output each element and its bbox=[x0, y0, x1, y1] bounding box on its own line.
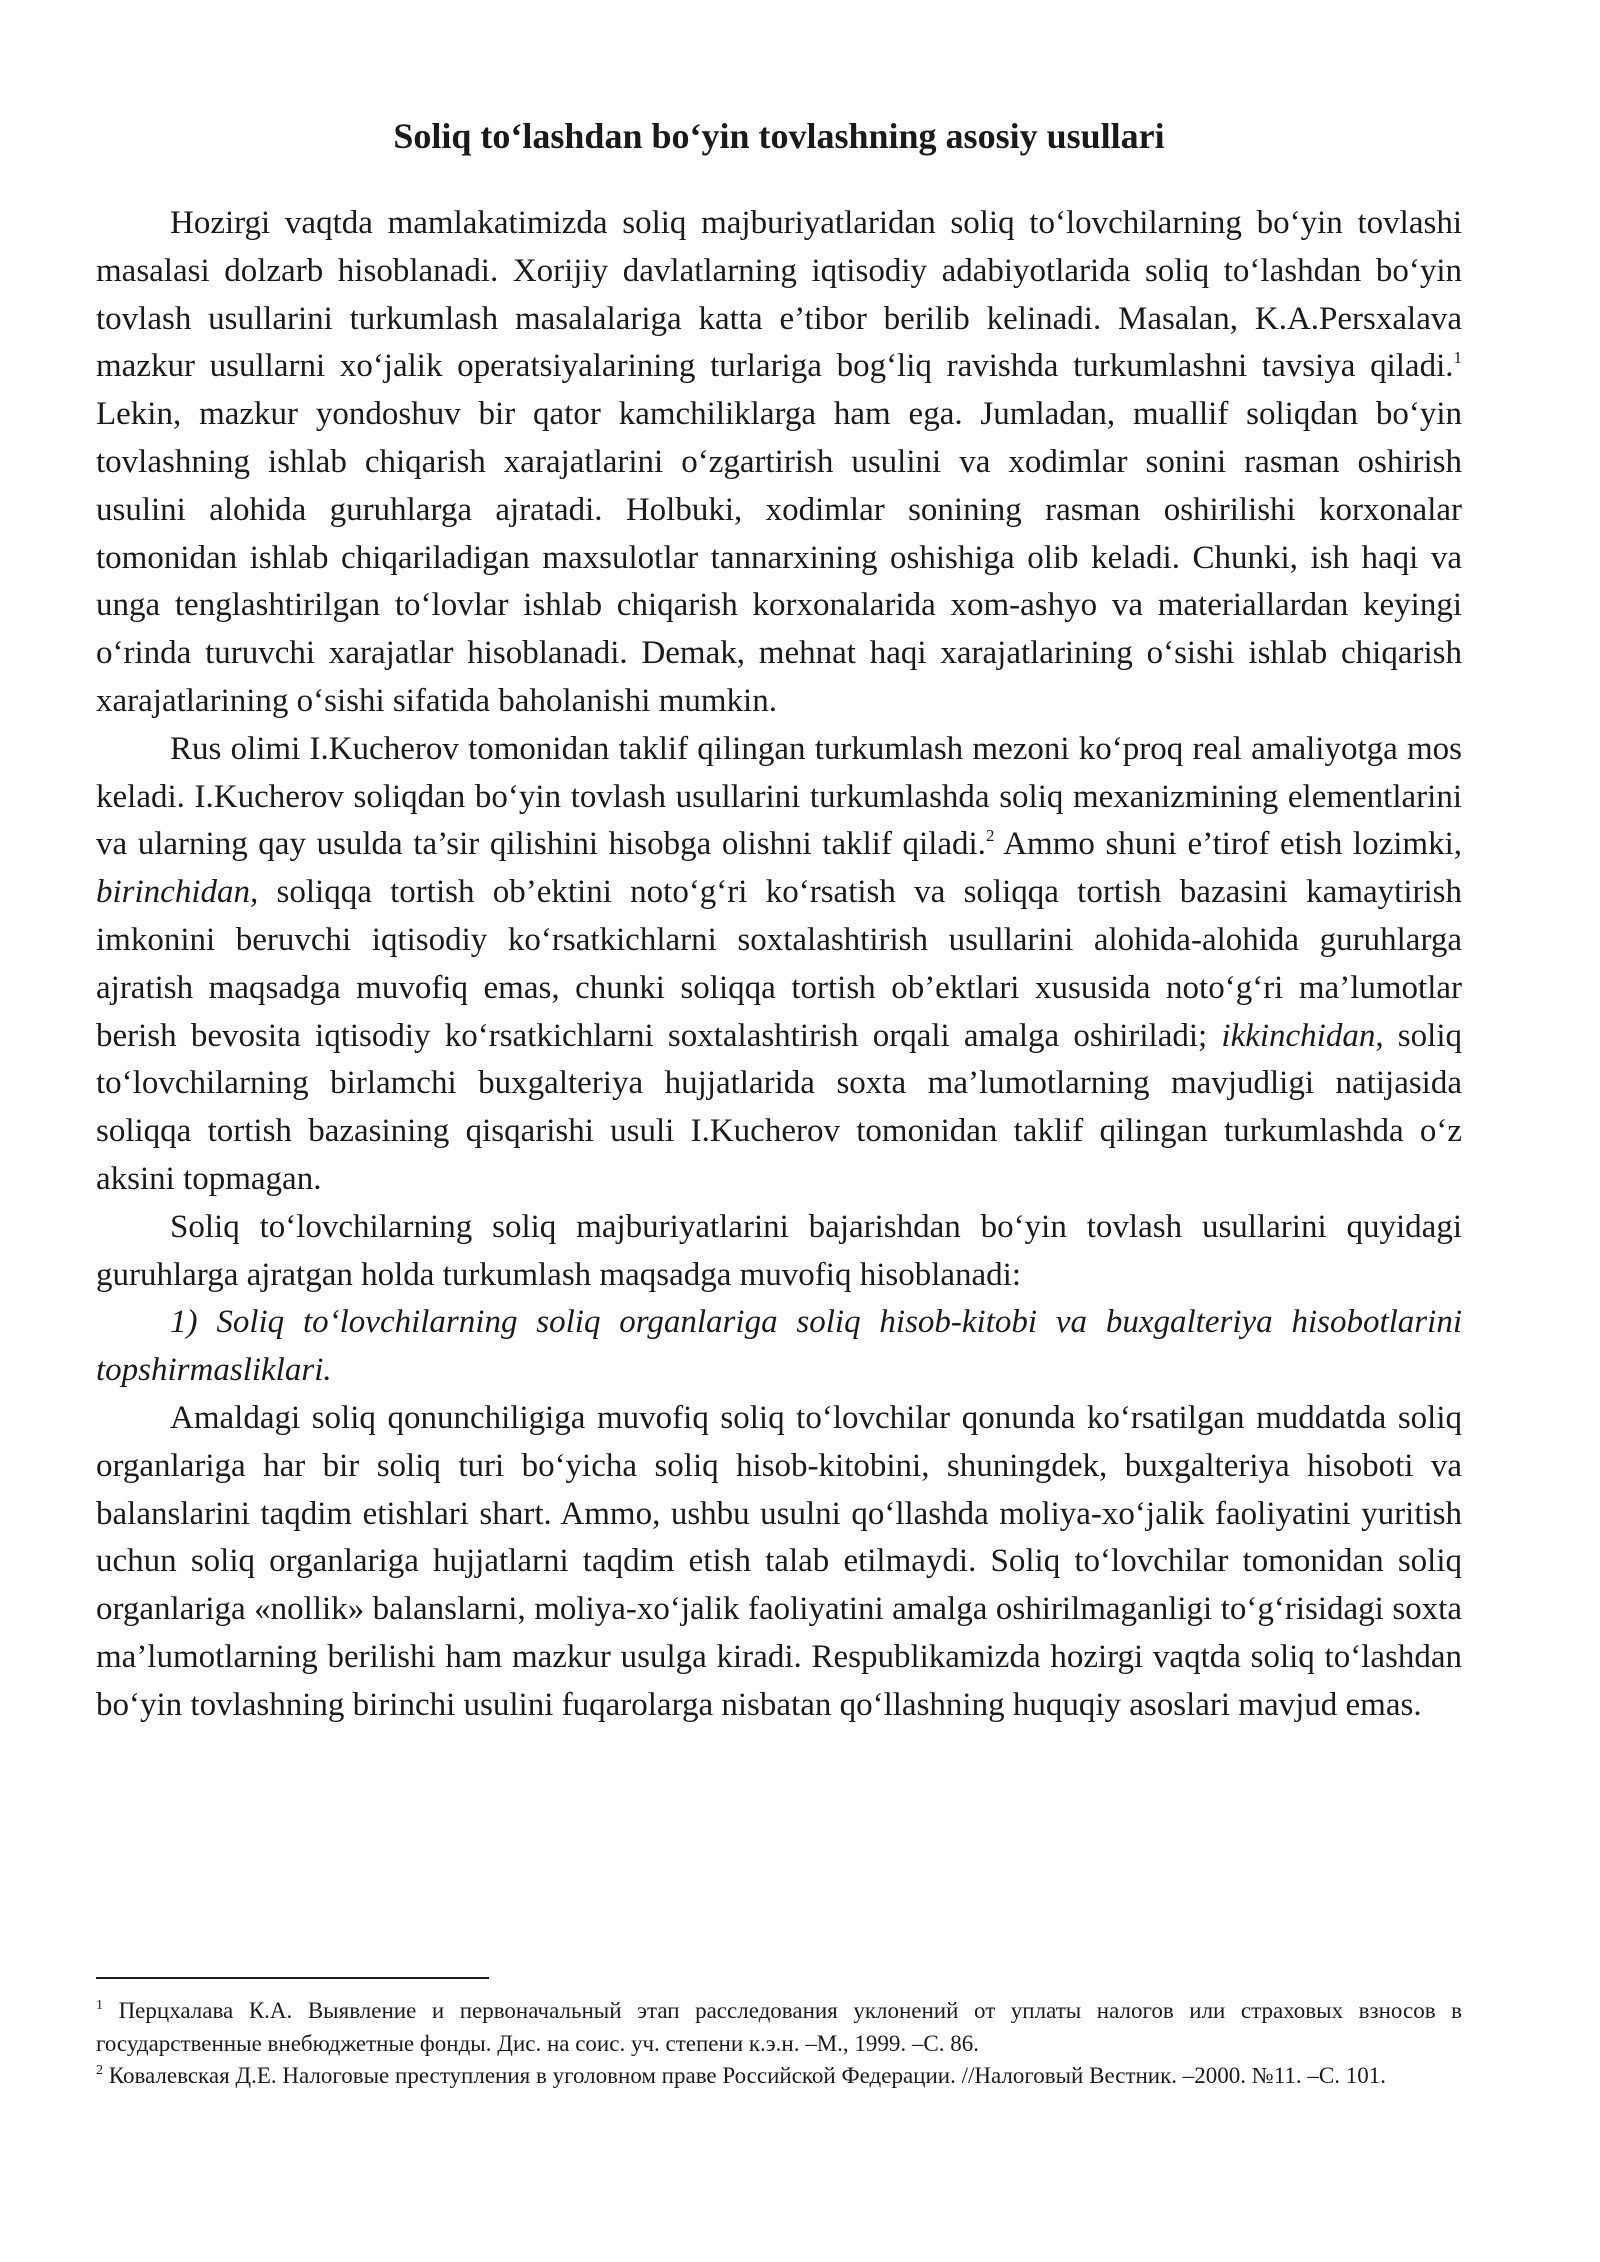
paragraph-2-text-d: , soliq to‘lovchilarning birlamchi buxgalteriya hujjatlarida soxta ma’lumotlarning mavjudligi natijasida soliqqa tortish bazasining qisqarishi usuli I.Kucherov tomonidan taklif qilingan turkumlashda o‘z aksini topmagan. bbox=[96, 1017, 1462, 1197]
footnote-ref-1[interactable]: 1 bbox=[1453, 348, 1462, 368]
paragraph-2-text-a: Rus olimi I.Kucherov tomonidan taklif qilingan turkumlash mezoni ko‘proq real amaliyotga mos keladi. I.Kucherov soliqdan bo‘yin tovlash usullarini turkumlashda soliq mexanizmining elementlarini va ularning qay usulda ta’sir qilishini hisobga olishni taklif qiladi. bbox=[96, 730, 1462, 863]
paragraph-5: Amaldagi soliq qonunchiligiga muvofiq soliq to‘lovchilar qonunda ko‘rsatilgan muddatda soliq organlariga har bir soliq turi bo‘yicha soliq hisob-kitobini, shuningdek, buxgalteriya hisoboti va balanslarini taqdim etishlari shart. Ammo, ushbu usulni qo‘llashda moliya-xo‘jalik faoliyatini yuritish uchun soliq organlariga hujjatlarni taqdim etish talab etilmaydi. Soliq to‘lovchilar tomonidan soliq organlariga «nollik» balanslarni, moliya-xo‘jalik faoliyatini amalga oshirilmaganligi to‘g‘risidagi soxta ma’lumotlarning berilishi ham mazkur usulga kiradi. Respublikamizda hozirgi vaqtda soliq to‘lashdan bo‘yin tovlashning birinchi usulini fuqarolarga nisbatan qo‘llashning huquqiy asoslari mavjud emas. bbox=[96, 1399, 1462, 1723]
emphasis-ikkinchidan: ikkinchidan bbox=[1221, 1017, 1376, 1054]
paragraph-2-text-b: Ammo shuni e’tirof etish lozimki, bbox=[994, 826, 1462, 863]
footnote-ref-2[interactable]: 2 bbox=[985, 826, 995, 846]
paragraph-1-text-a: Hozirgi vaqtda mamlakatimizda soliq majburiyatlaridan soliq to‘lovchilarning bo‘yin tovlashi masalasi dolzarb hisoblanadi. Xorijiy davlatlarning iqtisodiy adabiyotlarida soliq to‘lashdan bo‘yin tovlash usullarini turkumlash masalalariga katta e’tibor berilib kelinadi. Masalan, K.A.Persxalava mazkur usullarni xo‘jalik operatsiyalarining turlariga bog‘liq ravishda turkumlashni tavsiya qiladi. bbox=[96, 205, 1462, 385]
footnote-1-text: Перцхалава К.А. Выявление и первоначальный этап расследования уклонений от уплаты налогов или страховых взносов в государственные внебюджетные фонды. Дис. на соис. уч. степени к.э.н. –М., 1999. –С. 86. bbox=[96, 1998, 1462, 2056]
paragraph-1-text-b: Lekin, mazkur yondoshuv bir qator kamchiliklarga ham ega. Jumladan, muallif soliqdan bo‘yin tovlashning ishlab chiqarish xarajatlarini o‘zgartirish usulini va xodimlar sonini rasman oshirish usulini alohida guruhlarga ajratadi. Holbuki, xodimlar sonining rasman oshirilishi korxonalar tomonidan ishlab chiqariladigan maxsulotlar tannarxining oshishiga olib keladi. Chunki, ish haqi va unga tenglashtirilgan to‘lovlar ishlab chiqarish korxonalarida xom-ashyo va materiallardan keyingi o‘rinda turuvchi xarajatlar hisoblanadi. Demak, mehnat haqi xarajatlarining o‘sishi ishlab chiqarish xarajatlarining o‘sishi sifatida baholanishi mumkin. bbox=[96, 396, 1462, 719]
footnote-2-number: 2 bbox=[96, 2063, 103, 2078]
paragraph-2 bbox=[96, 726, 1462, 1204]
footnote-2 bbox=[96, 2060, 1462, 2093]
list-item-1-heading: 1) Soliq to‘lovchilarning soliq organlariga soliq hisob-kitobi va buxgalteriya hisobotlarini topshirmasliklari. bbox=[96, 1304, 1462, 1389]
footnote-1-number: 1 bbox=[96, 1998, 103, 2013]
page-title: Soliq to‘lashdan bo‘yin tovlashning asosiy usullari bbox=[393, 116, 1165, 156]
emphasis-birinchidan: birinchidan, bbox=[96, 874, 259, 911]
paragraph-3: Soliq to‘lovchilarning soliq majburiyatlarini bajarishdan bo‘yin tovlash usullarini quyidagi guruhlarga ajratgan holda turkumlash maqsadga muvofiq hisoblanadi: bbox=[96, 1208, 1462, 1293]
document-body bbox=[96, 112, 1462, 1730]
footnote-2-text: Ковалевская Д.Е. Налоговые преступления в уголовном праве Российской Федерации. //Налоговый Вестник. –2000. №11. –С. 101. bbox=[103, 2063, 1386, 2088]
paragraph-2-text-c: soliqqa tortish ob’ektini noto‘g‘ri ko‘rsatish va soliqqa tortish bazasini kamaytirish imkonini beruvchi iqtisodiy ko‘rsatkichlarni soxtalashtirish usullarini alohida-alohida guruhlarga ajratish maqsadga muvofiq emas, chunki soliqqa tortish ob’ektlari xususida noto‘g‘ri ma’lumotlar berish bevosita iqtisodiy ko‘rsatkichlarni soxtalashtirish orqali amalga oshiriladi; bbox=[96, 874, 1462, 1054]
paragraph-1 bbox=[96, 200, 1462, 726]
footnotes-section bbox=[96, 1977, 1462, 2093]
footnote-1 bbox=[96, 1995, 1462, 2060]
footnote-separator bbox=[96, 1977, 489, 1979]
